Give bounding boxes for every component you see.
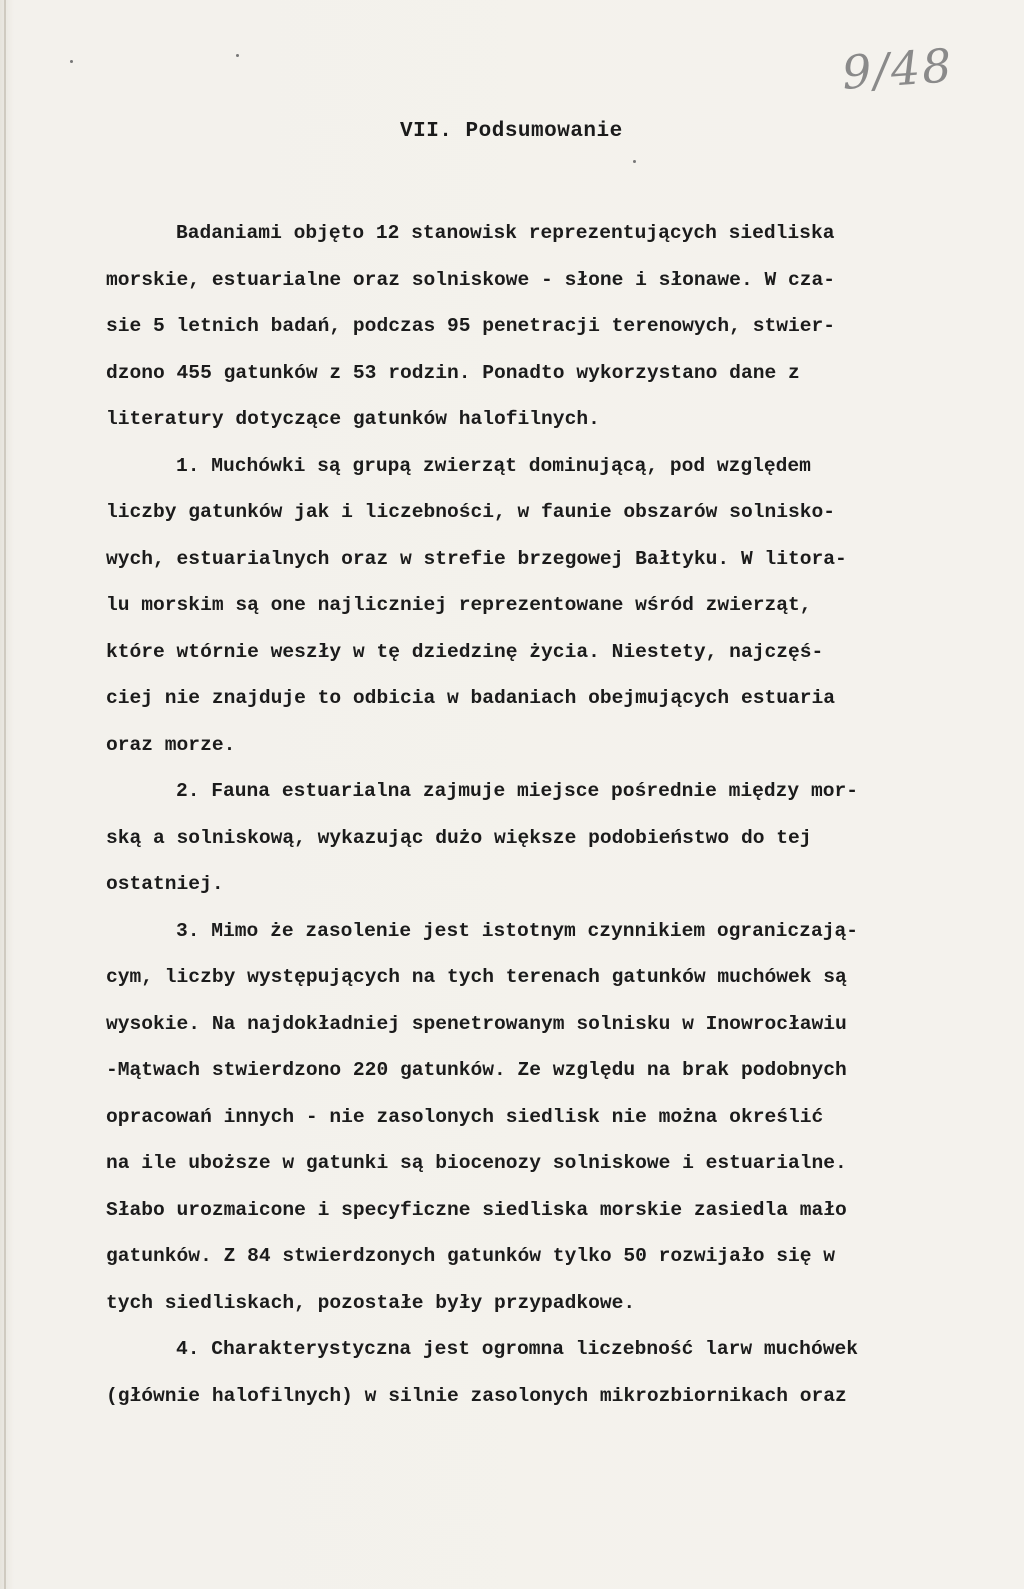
text-line: ostatniej. xyxy=(106,873,224,895)
text-line: opracowań innych - nie zasolonych siedlisk nie można określić xyxy=(106,1105,824,1128)
text-line: 4. Charakterystyczna jest ogromna liczebność larw muchówek xyxy=(176,1338,858,1360)
text-line: ciej nie znajduje to odbicia w badaniach obejmujących estuaria xyxy=(106,687,836,709)
text-line: dzono 455 gatunków z 53 rodzin. Ponadto wykorzystano dane z xyxy=(106,361,800,384)
text-line: -Mątwach stwierdzono 220 gatunków. Ze względu na brak podobnych xyxy=(106,1059,847,1081)
text-line: które wtórnie weszły w tę dziedzinę życia. Niestety, najczęś- xyxy=(106,640,824,663)
text-line: 3. Mimo że zasolenie jest istotnym czynnikiem ograniczają- xyxy=(176,919,858,942)
text-line: cym, liczby występujących na tych terenach gatunków muchówek są xyxy=(106,966,847,988)
text-line: Słabo urozmaicone i specyficzne siedliska morskie zasiedla mało xyxy=(106,1198,847,1221)
text-line: wych, estuarialnych oraz w strefie brzegowej Bałtyku. W litora- xyxy=(106,547,847,570)
text-line: liczby gatunków jak i liczebności, w faunie obszarów solnisko- xyxy=(106,501,836,523)
text-line: lu morskim są one najliczniej reprezentowane wśród zwierząt, xyxy=(106,594,812,616)
page-edge xyxy=(4,0,6,1589)
text-line: na ile uboższe w gatunki są biocenozy solniskowe i estuarialne. xyxy=(106,1152,847,1174)
text-line: wysokie. Na najdokładniej spenetrowanym solnisku w Inowrocławiu xyxy=(106,1012,847,1035)
text-line: sie 5 letnich badań, podczas 95 penetracji terenowych, stwier- xyxy=(106,315,836,337)
body-text xyxy=(106,210,1006,1419)
text-line: gatunków. Z 84 stwierdzonych gatunków tylko 50 rozwijało się w xyxy=(106,1245,836,1267)
text-line: morskie, estuarialne oraz solniskowe - słone i słonawe. W cza- xyxy=(106,268,836,291)
text-line: tych siedliskach, pozostałe były przypadkowe. xyxy=(106,1291,636,1314)
paper-speck xyxy=(70,60,73,63)
section-heading: VII. Podsumowanie xyxy=(400,120,623,143)
text-line: ską a solniskową, wykazując dużo większe podobieństwo do tej xyxy=(106,826,812,849)
text-line: Badaniami objęto 12 stanowisk reprezentujących siedliska xyxy=(176,222,835,244)
paper-speck xyxy=(236,54,239,57)
text-line: oraz morze. xyxy=(106,733,236,756)
text-line: 1. Muchówki są grupą zwierząt dominującą, pod względem xyxy=(176,454,811,477)
text-line: (głównie halofilnych) w silnie zasolonych mikrozbiornikach oraz xyxy=(106,1384,847,1407)
handwritten-page-number: 9/48 xyxy=(840,38,956,100)
paper-speck xyxy=(633,160,636,163)
text-line: literatury dotyczące gatunków halofilnych. xyxy=(106,408,600,430)
text-line: 2. Fauna estuarialna zajmuje miejsce pośrednie między mor- xyxy=(176,780,858,802)
